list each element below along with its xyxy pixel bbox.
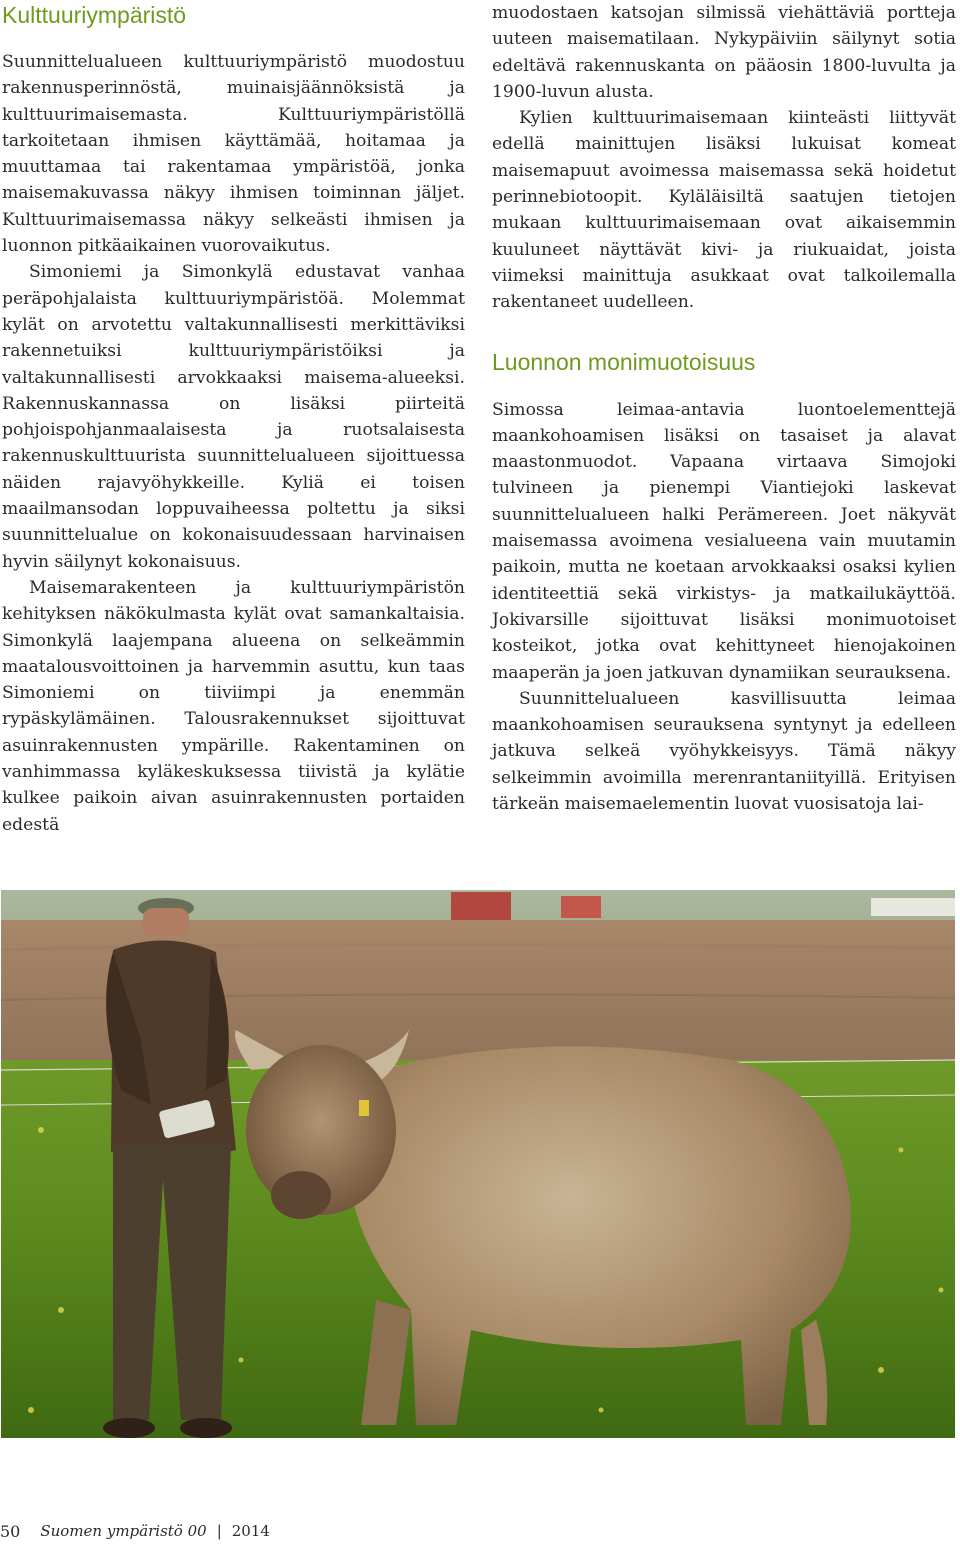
publication-year: 2014 xyxy=(231,1522,270,1540)
paragraph: Maisemarakenteen ja kulttuuriympäristön kehityksen näkökulmasta kylät ovat samankaltaisia. Simonkylä laajempana alueena on selkeämmin maatalousvoittoinen ja harvemmin asuttu, kun taas Simoniemi on tiiviimpi ja enemmän rypäskylämäinen. Talousrakennukset sijoittuvat asuinrakennusten ympärille. Rakentaminen on vanhimmassa kyläkeskuksessa tiivistä ja kylätie kulkee paikoin aivan asuinrakennusten portaiden edestä xyxy=(2,577,465,835)
heading-kulttuuriymparisto: Kulttuuriympäristö xyxy=(2,2,187,28)
paragraph: Simoniemi ja Simonkylä edustavat vanhaa peräpohjalaista kulttuuriympäristöä. Molemmat kylät on arvotettu valtakunnallisesti merkittäviksi rakennetuiksi kulttuuriympäristöiksi ja valtakunnallisesti arvokkaaksi maisema-alueeksi. Rakennuskannassa on lisäksi piirteitä pohjoispohjanmaalaisesta ja ruotsalaisesta rakennuskulttuurista suunnittelualueen sijoittuessa näiden rajavyöhykkeille. Kyliä ei toisen maailmansodan loppuvaiheessa poltettu ja siksi suunnittelualue on kokonaisuudessaan harvinaisen hyvin säilynyt kokonaisuus. xyxy=(2,262,465,572)
paragraph: Kylien kulttuurimaisemaan kiinteästi liittyvät edellä mainittujen lisäksi lukuisat komeat maisemapuut avoimessa maisemassa sekä hoidetut perinnebiotoopit. Kyläläisiltä saatujen tietojen mukaan kulttuurimaisemaan ovat aikaisemmin kuuluneet näyttävät kivi- ja riukuaidat, joista viimeksi mainittuja asukkaat ovat talkoilemalla rakentaneet uudelleen. xyxy=(492,108,956,313)
page-footer xyxy=(0,1520,600,1542)
publication-title: Suomen ympäristö 00 xyxy=(40,1522,207,1540)
paragraph: muodostaen katsojan silmissä viehättäviä portteja uuteen maisematilaan. Nykypäiviin säilynyt sotia edeltävä rakennuskanta on pääosin 1800-luvulta ja 1900-luvun alusta. xyxy=(492,3,956,102)
footer-separator: | xyxy=(216,1522,222,1540)
paragraph: Simossa leimaa-antavia luontoelementtejä maankohoamisen lisäksi on tasaiset ja alavat maastonmuodot. Vapaana virtaava Simojoki tulvineen ja pienempi Viantiejoki laskevat suunnittelualueen halki Perämereen. Joet näkyvät maisemassa avoimena vesialueena vain muutamin paikoin, mutta ne koetaan arvokkaaksi osaksi kylien identiteettiä sekä virkistys- ja matkailukäyttöä. Jokivarsille sijoittuvat lisäksi monimuotoiset kosteikot, jotka ovat kehittyneet hienojakoinen maaperän ja joen jatkuvan dynamiikan seurauksena. xyxy=(492,399,956,683)
right-column xyxy=(492,0,956,817)
paragraph: Suunnittelualueen kasvillisuutta leimaa maankohoamisen seurauksena syntynyt ja edelleen jatkuva selkeä vyöhykkeisyys. Tämä näkyy selkeimmin avoimilla merenrantaniityillä. Erityisen tärkeän maisemaelementin luovat vuosisatoja lai- xyxy=(492,688,956,815)
heading-luonnon-monimuotoisuus: Luonnon monimuotoisuus xyxy=(492,348,756,375)
red-barn xyxy=(451,892,511,920)
page-number: 50 xyxy=(0,1521,21,1541)
paragraph: Suunnittelualueen kulttuuriympäristö muodostuu rakennusperinnöstä, muinaisjäännöksistä ja kulttuurimaisemasta. Kulttuuriympäristöllä tarkoitetaan ihmisen käyttämää, hoitamaa ja muuttamaa tai rakentamaa ympäristöä, jonka maisemakuvassa näkyy ihmisen toiminnan jäljet. Kulttuurimaisemassa näkyy selkeästi ihmisen ja luonnon pitkäaikainen vuorovaikutus. xyxy=(2,52,465,257)
photo-farmer-with-highland-cow xyxy=(1,890,955,1438)
left-column xyxy=(0,0,465,838)
